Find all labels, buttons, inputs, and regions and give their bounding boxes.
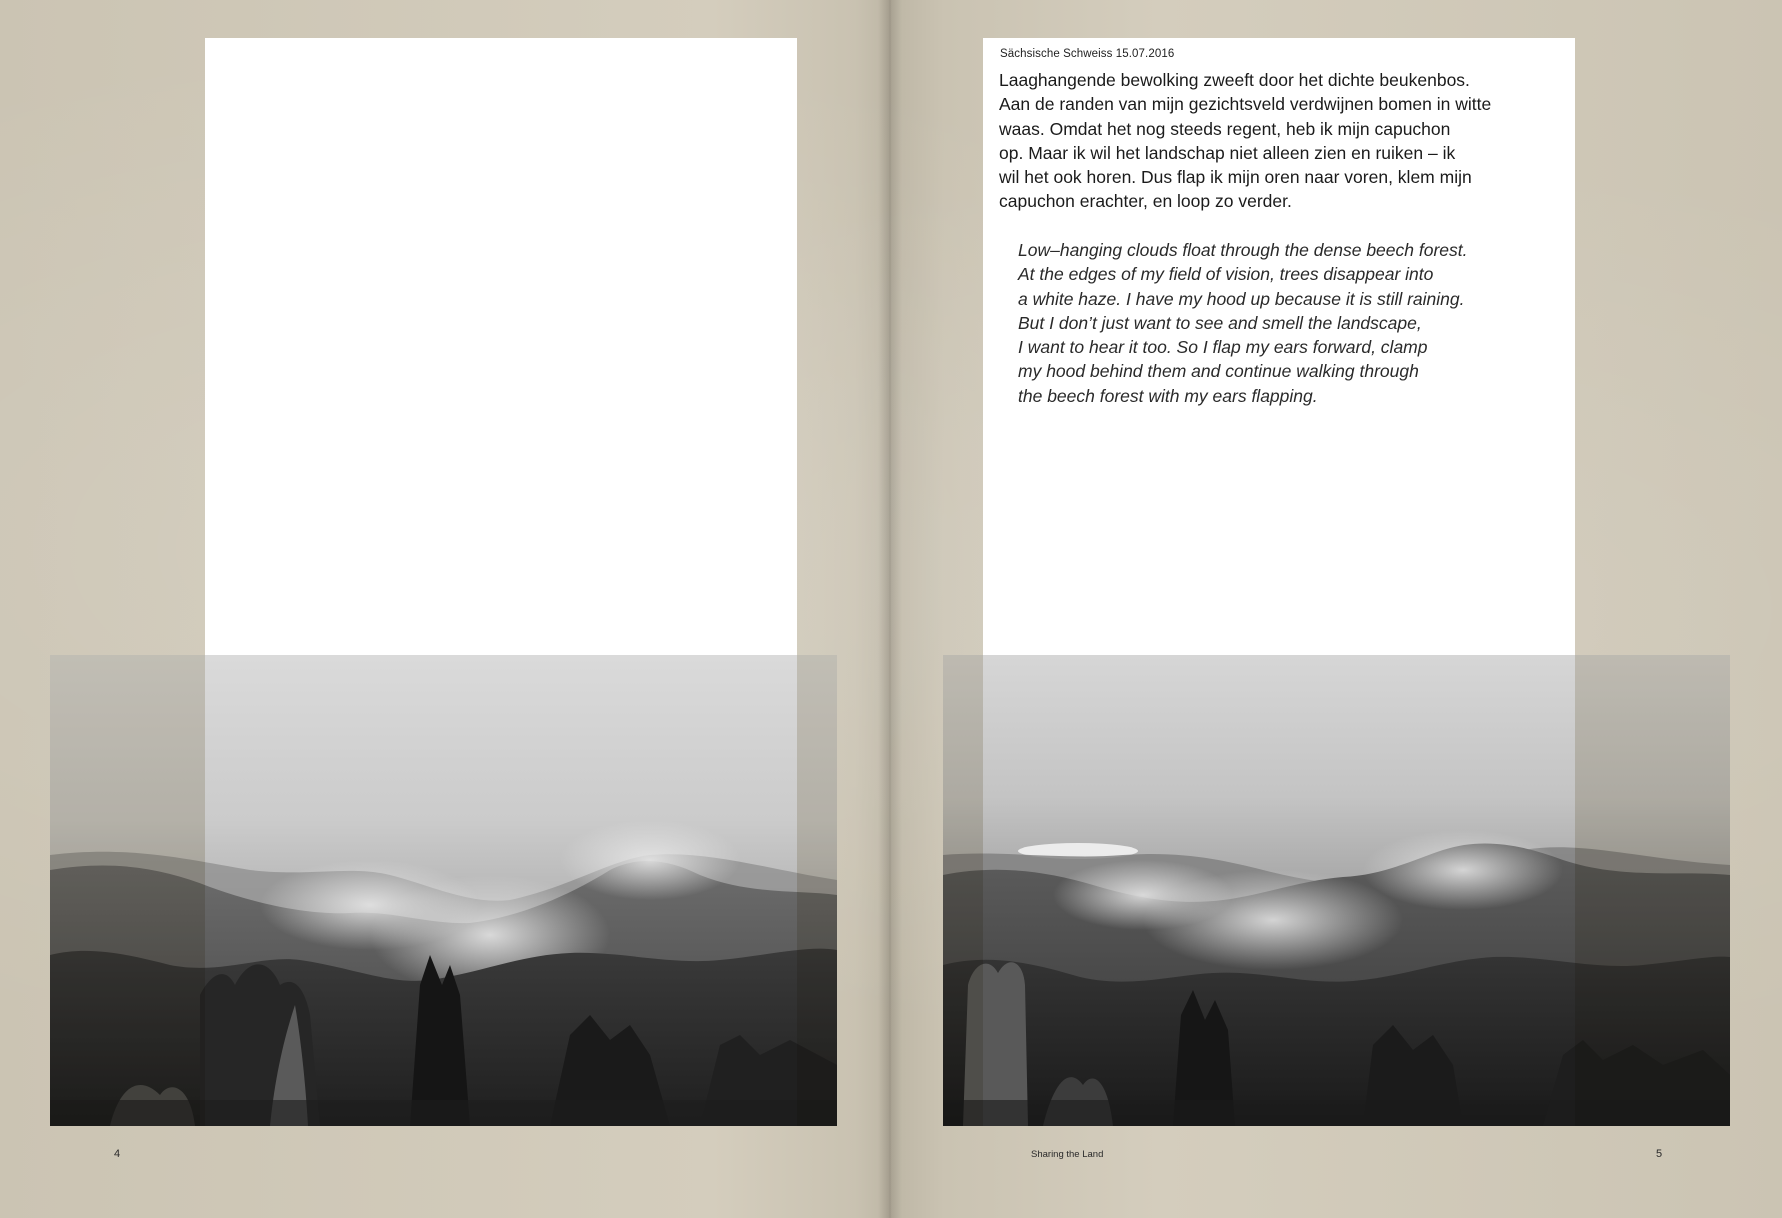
misty-forest-photo-right <box>943 655 1730 1126</box>
paper-tint-overlay <box>943 655 983 1126</box>
english-line: the beech forest with my ears flapping. <box>1018 385 1318 406</box>
dutch-line: waas. Omdat het nog steeds regent, heb ik mijn capuchon <box>999 118 1451 139</box>
blank-white-sheet <box>205 38 797 655</box>
dutch-line: capuchon erachter, en loop zo verder. <box>999 191 1292 212</box>
right-page <box>890 0 1782 1218</box>
english-line: my hood behind them and continue walking through <box>1018 361 1419 382</box>
paper-tint-overlay <box>797 655 837 1126</box>
english-line: Low–hanging clouds float through the dense beech forest. <box>1018 240 1468 260</box>
dutch-line: Laaghangende bewolking zweeft door het dichte beukenbos. <box>999 70 1470 90</box>
misty-forest-photo-left <box>50 655 837 1126</box>
english-line: But I don’t just want to see and smell the landscape, <box>1018 312 1422 333</box>
dutch-line: op. Maar ik wil het landschap niet alleen zien en ruiken – ik <box>999 142 1456 163</box>
paper-tint-overlay <box>1575 655 1730 1126</box>
english-line: a white haze. I have my hood up because it is still raining. <box>1018 288 1465 309</box>
dutch-paragraph <box>999 68 1559 214</box>
page-number-right: 5 <box>1656 1148 1663 1160</box>
english-line: At the edges of my field of vision, trees disappear into <box>1018 264 1434 285</box>
dutch-line: wil het ook horen. Dus flap ik mijn oren naar voren, klem mijn <box>999 167 1472 188</box>
english-line: I want to hear it too. So I flap my ears forward, clamp <box>1018 337 1428 358</box>
paper-tint-overlay <box>50 655 205 1126</box>
english-paragraph <box>1018 238 1558 408</box>
left-page <box>0 0 890 1218</box>
running-footer: Sharing the Land <box>1031 1149 1104 1160</box>
page-number-left: 4 <box>114 1148 121 1160</box>
entry-heading: Sächsische Schweiss 15.07.2016 <box>1000 48 1175 60</box>
dutch-line: Aan de randen van mijn gezichtsveld verdwijnen bomen in witte <box>999 94 1492 115</box>
